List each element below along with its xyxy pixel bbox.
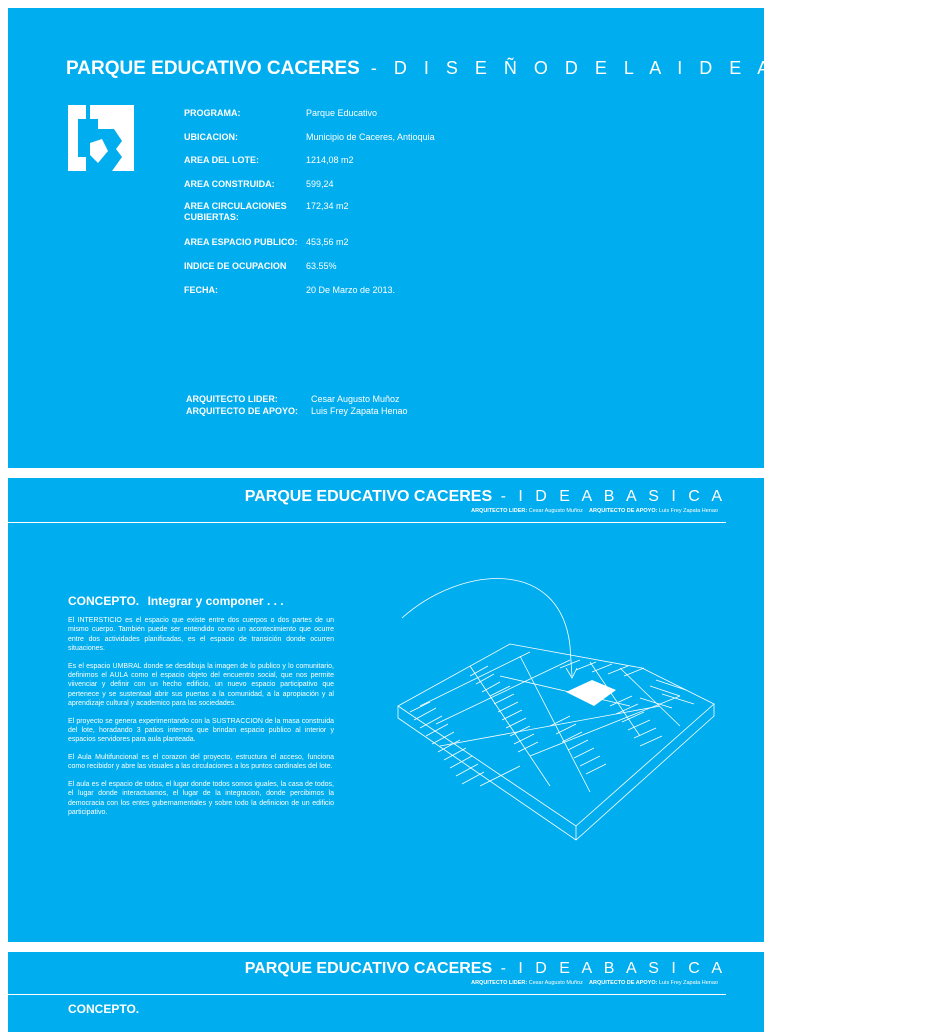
title-sub: - I D E A B A S I C A [492, 488, 726, 505]
info-label: UBICACION: [184, 132, 238, 142]
info-value: 63.55% [306, 261, 337, 271]
credit-lider-value: Cesar Augusto Muñoz [528, 980, 583, 986]
page-title [66, 58, 939, 80]
info-label: INDICE DE OCUPACION [184, 261, 287, 271]
title-sub: - D I S E Ñ O D E L A I D E A B A S I C A [359, 58, 939, 78]
concept-heading [68, 592, 284, 610]
info-label: AREA ESPACIO PUBLICO: [184, 237, 298, 247]
concept-panel [8, 478, 764, 942]
page-title [245, 488, 726, 506]
architect-label: ARQUITECTO DE APOYO: [186, 406, 299, 416]
header-credits [471, 980, 718, 986]
credit-lider-label: ARQUITECTO LIDER: [471, 980, 528, 986]
info-value: 599,24 [306, 179, 334, 189]
info-value: 20 De Marzo de 2013. [306, 285, 396, 295]
info-label: AREA CIRCULACIONES CUBIERTAS: [184, 201, 287, 222]
title-main: PARQUE EDUCATIVO CACERES [244, 960, 493, 977]
credit-lider-value: Cesar Augusto Muñoz [528, 508, 583, 514]
concept-paragraph: El INTERSTICIO es el espacio que existe entre dos cuerpos o dos partes de un mismo cuerpo. También puede ser entendido como un acontecimiento que ocurre entre dos actividades planificadas, es el espacio de transición donde ocurren situaciones. [68, 617, 334, 653]
concept-paragraph: El aula es el espacio de todos, el lugar donde todos somos iguales, la casa de todos, el lugar donde interactuamos, el lugar de la integracion, donde percibimos la democracia con los entes gubernamentales y sobre todo la definicion de un edificio participativo. [68, 780, 334, 816]
info-label: AREA DEL LOTE: [184, 155, 260, 165]
info-label: FECHA: [184, 285, 218, 295]
info-value: Municipio de Caceres, Antioquia [306, 132, 435, 142]
architect-value: Cesar Augusto Muñoz [311, 394, 400, 404]
concept-panel-2 [8, 952, 764, 1032]
header-divider [8, 994, 726, 995]
credit-lider-label: ARQUITECTO LIDER: [471, 508, 528, 514]
concept-subtitle: Integrar y componer . . . [147, 594, 284, 608]
title-main: PARQUE EDUCATIVO CACERES [244, 488, 493, 505]
header-credits [471, 508, 718, 514]
concept-paragraph: El proyecto se genera experimentando con la SUSTRACCION de la masa construida del lote, horadando 3 patios internos que brindan espacio publico al interior y espacios servidores para aula planteada. [68, 717, 334, 744]
title-sub: - I D E A B A S I C A [492, 960, 726, 977]
info-label: PROGRAMA: [184, 108, 241, 118]
title-panel [8, 8, 939, 468]
concept-paragraph: Es el espacio UMBRAL donde se desdibuja la imagen de lo publico y lo comunitario, definimos el AULA como el espacio objeto del encuentro social, que nos permite viivenciar y definir con un hecho edificio, un nuevo espacio participativo que pertenece y se sustentaal abrir sus puertas a la comunidad, a la apropiación y al aprendizaje cultural y academico para las sociedades. [68, 662, 334, 708]
architect-label: ARQUITECTO LIDER: [186, 394, 278, 404]
bracket-logo-icon [68, 105, 134, 171]
page-title [245, 960, 726, 978]
credit-apoyo-label: ARQUITECTO DE APOYO: [589, 508, 658, 514]
info-value: 453,56 m2 [306, 237, 349, 247]
axonometric-site-drawing [380, 556, 750, 886]
info-value: Parque Educativo [306, 108, 378, 118]
concept-title: CONCEPTO. [68, 594, 140, 608]
concept-paragraph: El Aula Multifuncional es el corazon del proyecto, estructura el acceso, funciona como recibidor y abre las visuales a las circulaciones a los puntos cardinales del lote. [68, 753, 334, 771]
info-label: AREA CONSTRUIDA: [184, 179, 275, 189]
credit-apoyo-value: Luis Frey Zapata Henao [658, 980, 718, 986]
header-divider [8, 522, 726, 523]
info-value: 172,34 m2 [306, 201, 349, 211]
title-main: PARQUE EDUCATIVO CACERES [66, 58, 360, 79]
concept-title: CONCEPTO. [68, 1002, 140, 1016]
concept-body [68, 616, 334, 825]
architect-value: Luis Frey Zapata Henao [311, 406, 408, 416]
credit-apoyo-label: ARQUITECTO DE APOYO: [589, 980, 658, 986]
credit-apoyo-value: Luis Frey Zapata Henao [658, 508, 718, 514]
info-value: 1214,08 m2 [306, 155, 354, 165]
